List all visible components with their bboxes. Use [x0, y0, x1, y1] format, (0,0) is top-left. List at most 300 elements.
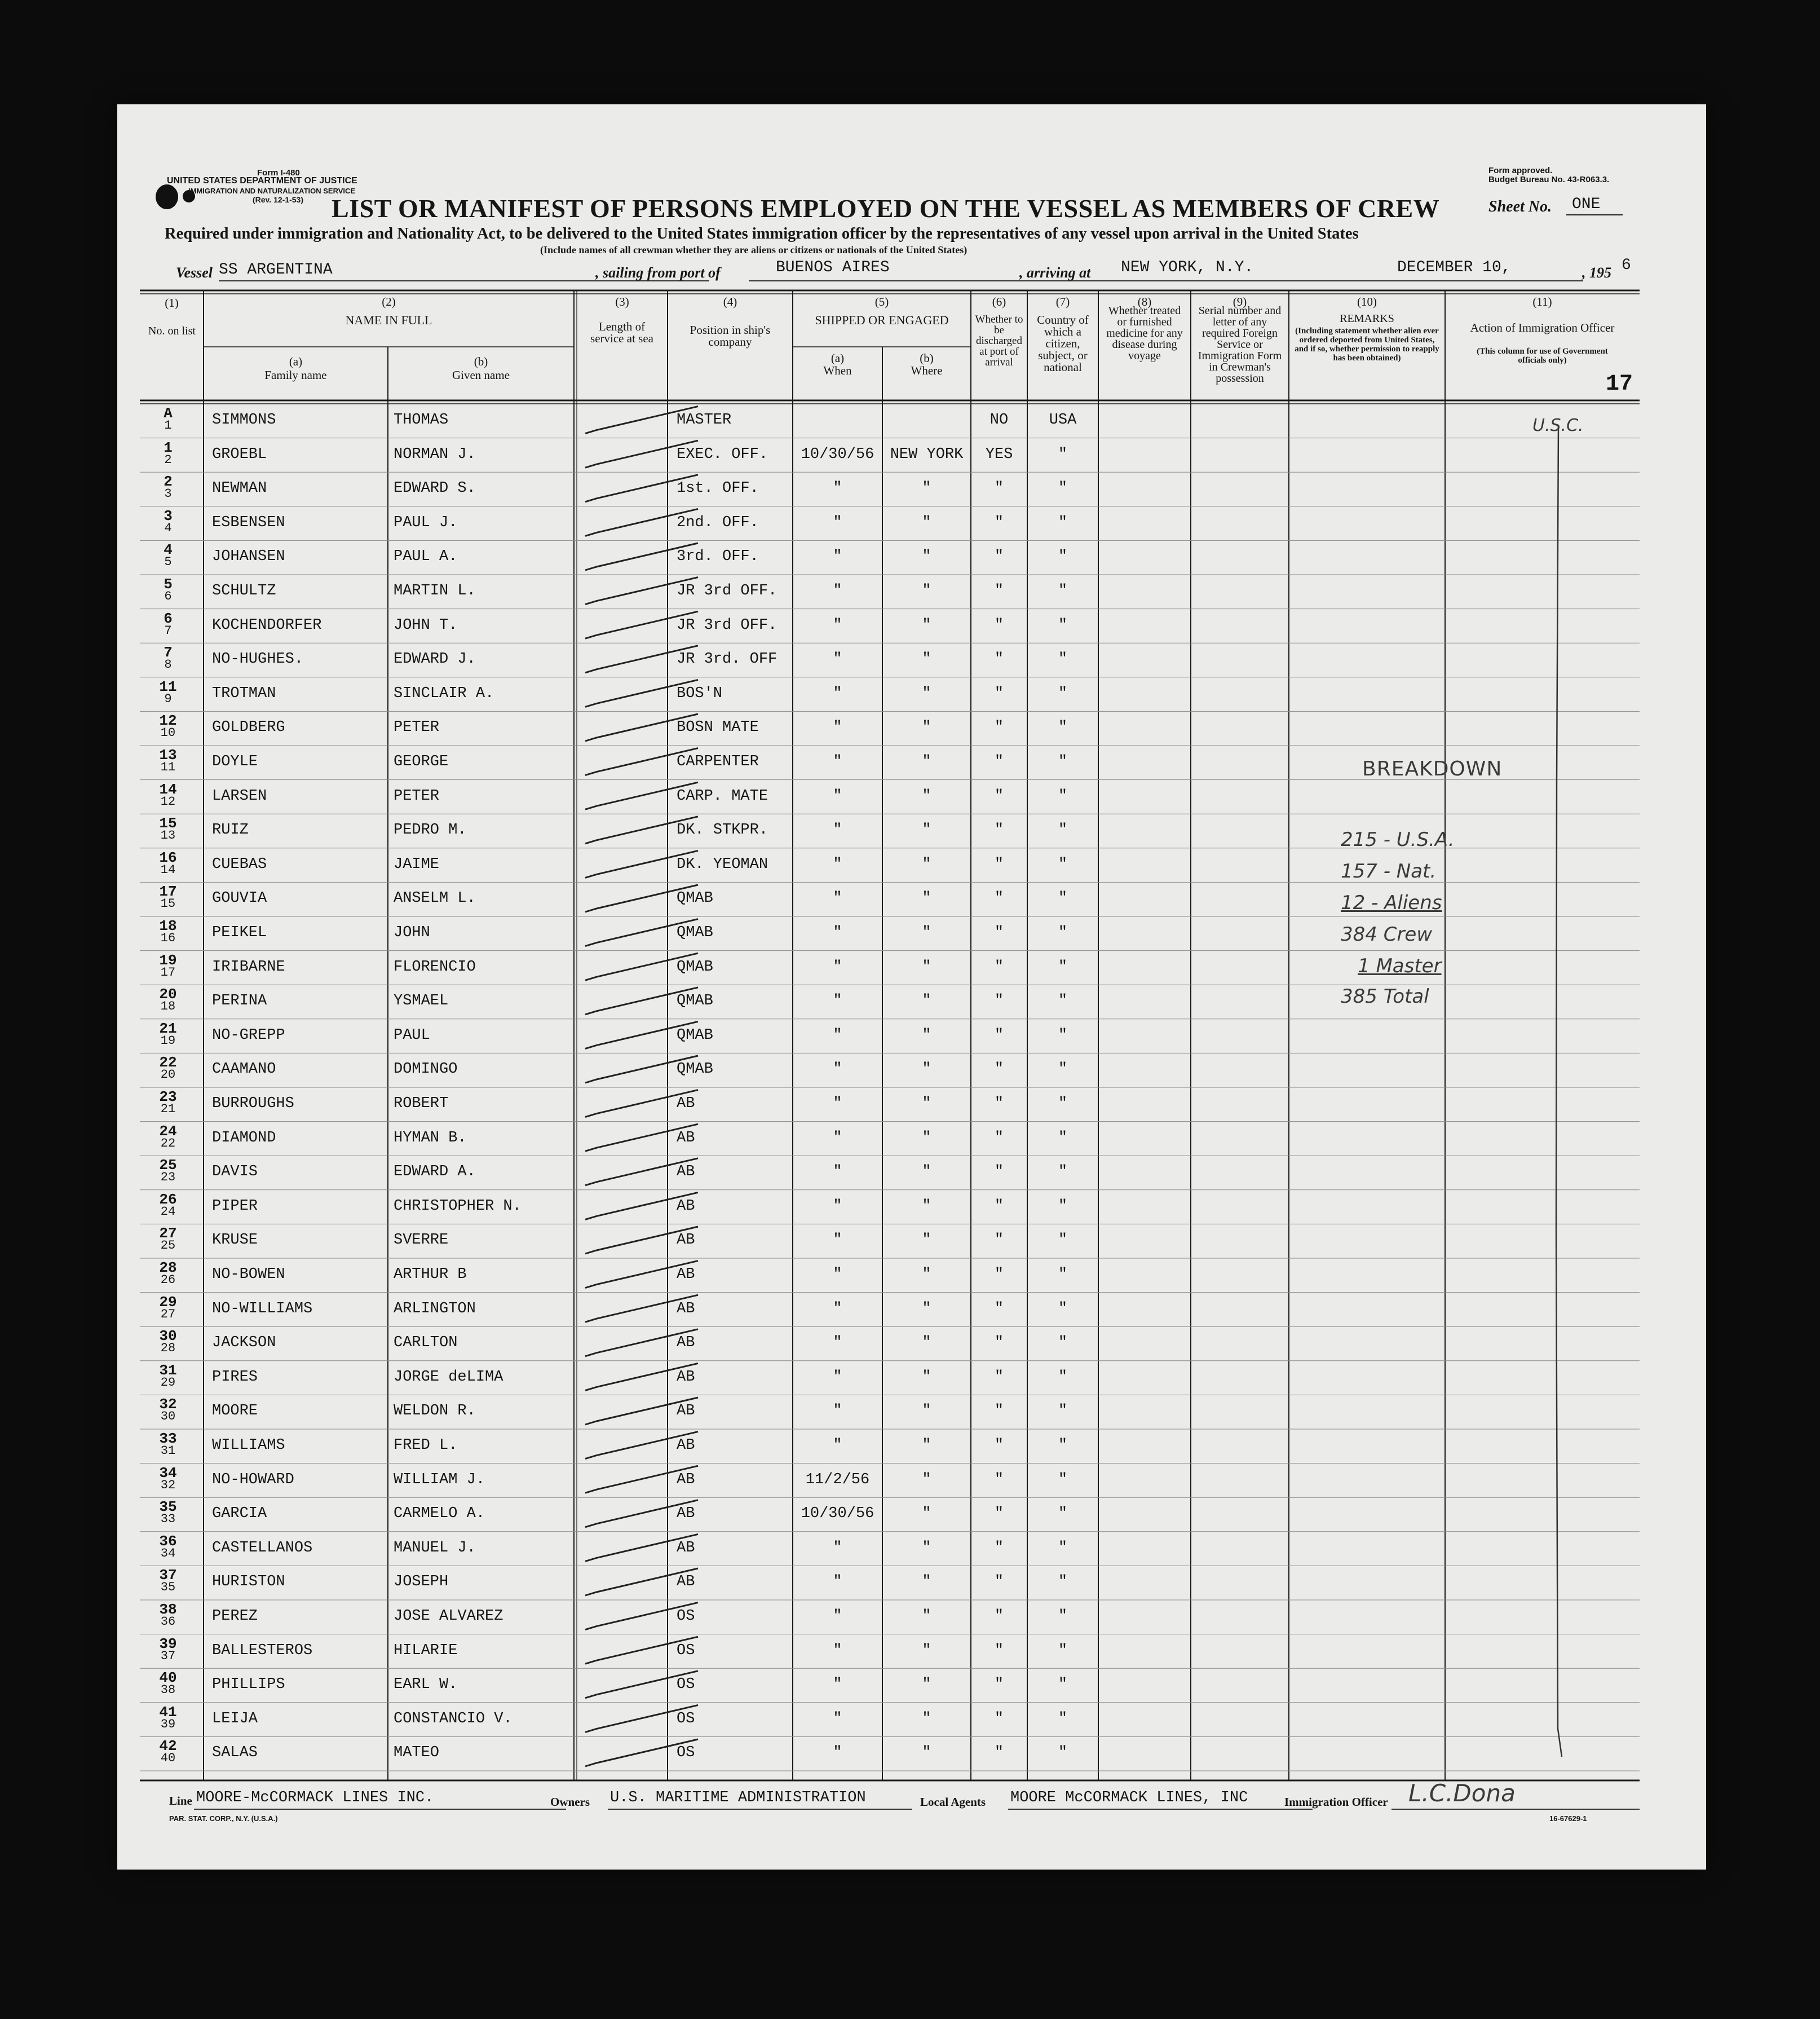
position: AB [677, 1266, 695, 1283]
service-name: IMMIGRATION AND NATURALIZATION SERVICE [188, 187, 356, 195]
position: AB [677, 1573, 695, 1591]
table-row [117, 951, 1706, 985]
row-number-list: 29 [160, 1375, 176, 1390]
discharged: " [994, 1437, 1004, 1454]
engaged-where: " [922, 1539, 931, 1557]
row-number [157, 1088, 179, 1116]
col9-header: Serial number and letter of any required Foreign Service or Immigration Form in Crewman's possession [1198, 305, 1282, 385]
row-number [157, 988, 179, 1013]
table-row [117, 1224, 1706, 1258]
given-name: THOMAS [394, 412, 449, 429]
col5a-letter: (a) [831, 351, 845, 365]
row-number-list: 19 [160, 1033, 176, 1048]
discharged: " [994, 1471, 1004, 1488]
form-subtitle: Required under immigration and Nationality Act, to be delivered to the United States immigration officer by the representatives of any vessel upon arrival in the United States [165, 225, 1359, 243]
table-row [117, 1532, 1706, 1566]
family-name: PEREZ [212, 1608, 258, 1625]
table-row [117, 472, 1706, 506]
engaged-when: 11/2/56 [805, 1471, 870, 1488]
position: OS [677, 1642, 695, 1659]
engaged-when: " [833, 1608, 842, 1625]
country: " [1058, 685, 1068, 702]
discharged: " [994, 1676, 1004, 1694]
row-number-list: 9 [164, 691, 172, 706]
row-number-original: 38 [159, 1601, 177, 1618]
discharged: NO [989, 412, 1009, 429]
position: AB [677, 1163, 695, 1181]
row-number [157, 749, 179, 774]
document-title: LIST OR MANIFEST OF PERSONS EMPLOYED ON THE VESSEL AS MEMBERS OF CREW [332, 194, 1440, 223]
table-row [117, 985, 1706, 1019]
country: " [1058, 1744, 1068, 1762]
given-name: MANUEL J. [394, 1539, 476, 1557]
row-number-list: 38 [160, 1683, 176, 1698]
owners-label: Owners [550, 1795, 590, 1809]
position: 3rd. OFF. [677, 548, 759, 566]
engaged-when: " [833, 514, 842, 531]
row-number [157, 507, 179, 535]
table-row [117, 780, 1706, 814]
engaged-where: " [922, 993, 931, 1010]
engaged-when: " [833, 1642, 842, 1659]
country: " [1058, 1676, 1068, 1694]
form-subtitle-note: (Include names of all crewman whether they are aliens or citizens or nationals of the United States) [540, 244, 968, 255]
engaged-when: " [833, 787, 842, 805]
row-number-list: 12 [160, 794, 176, 809]
discharged: " [994, 1300, 1004, 1317]
officer-column-mark: 17 [1606, 372, 1633, 397]
engaged-where: " [922, 1368, 931, 1386]
row-number-original: 18 [159, 918, 177, 934]
engaged-where: " [922, 1573, 931, 1591]
country: " [1058, 651, 1068, 668]
agents-underline [1008, 1809, 1313, 1810]
discharged: " [994, 993, 1004, 1010]
sheet-number: ONE [1572, 196, 1601, 213]
engaged-where: " [922, 1676, 931, 1694]
table-row [117, 1600, 1706, 1634]
table-row [117, 1703, 1706, 1737]
vessel-owner: U.S. MARITIME ADMINISTRATION [610, 1789, 866, 1806]
discharged: " [994, 958, 1004, 976]
row-number-list: 18 [160, 999, 176, 1014]
row-number [157, 817, 179, 842]
country: " [1058, 1539, 1068, 1557]
row-number-list: 33 [160, 1512, 176, 1527]
row-number-original: 16 [159, 849, 177, 866]
row-number-list: 3 [164, 487, 172, 501]
family-name: LARSEN [212, 787, 267, 805]
row-number-list: 20 [160, 1068, 176, 1082]
row-number [157, 1398, 179, 1423]
table-row [117, 1463, 1706, 1498]
row-number-list: 25 [160, 1238, 176, 1253]
engaged-where: " [922, 616, 931, 634]
discharged: " [994, 1744, 1004, 1762]
row-number-original: 39 [159, 1635, 177, 1652]
position: CARPENTER [677, 753, 759, 770]
row-number [157, 1464, 179, 1492]
table-row [117, 1497, 1706, 1532]
printer-note: PAR. STAT. CORP., N.Y. (U.S.A.) [169, 1814, 278, 1823]
engaged-where: " [922, 1710, 931, 1727]
given-name: HILARIE [394, 1642, 458, 1659]
row-number-list: 13 [160, 828, 176, 843]
position: JR 3rd. OFF [677, 651, 778, 668]
table-row [117, 404, 1706, 438]
row-number-original: 13 [159, 747, 177, 764]
line-label: Line [169, 1794, 192, 1808]
row-number-list: 15 [160, 897, 176, 911]
position: AB [677, 1300, 695, 1317]
row-number-original: 34 [159, 1464, 177, 1482]
row-number-original: 32 [159, 1396, 177, 1413]
position: AB [677, 1334, 695, 1352]
row-number-original: 20 [159, 986, 177, 1003]
table-row [117, 1156, 1706, 1190]
position: DK. STKPR. [677, 822, 768, 839]
family-name: MOORE [212, 1403, 258, 1420]
remark-master-count: 1 Master [1358, 955, 1442, 977]
position: AB [677, 1095, 695, 1112]
country: " [1058, 753, 1068, 770]
engaged-when: " [833, 1197, 842, 1215]
discharged: " [994, 548, 1004, 566]
family-name: TROTMAN [212, 685, 276, 702]
table-row [117, 1668, 1706, 1703]
discharged: " [994, 480, 1004, 497]
given-name: ARLINGTON [394, 1300, 476, 1317]
country: " [1058, 787, 1068, 805]
col5a-header: When [823, 364, 852, 377]
family-name: GOUVIA [212, 890, 267, 907]
country: " [1058, 1334, 1068, 1352]
row-number [157, 1330, 179, 1355]
engaged-when: " [833, 856, 842, 873]
row-number [157, 678, 179, 706]
row-number [157, 783, 179, 808]
row-number-original: 11 [159, 678, 177, 695]
row-number-list: 27 [160, 1307, 176, 1321]
col7-header: Country of which a citizen, subject, or national [1037, 313, 1089, 374]
engaged-when: " [833, 651, 842, 668]
country: " [1058, 1129, 1068, 1147]
position: QMAB [677, 1061, 713, 1078]
arrival-date: DECEMBER 10, [1397, 259, 1511, 276]
position: AB [677, 1129, 695, 1147]
engaged-where: " [922, 1744, 931, 1762]
given-name: ROBERT [394, 1095, 449, 1112]
country: USA [1049, 412, 1077, 429]
country: " [1058, 1471, 1068, 1488]
row-number [157, 1669, 179, 1698]
discharged: " [994, 856, 1004, 873]
given-name: ANSELM L. [394, 890, 476, 907]
engaged-where: " [922, 1061, 931, 1078]
given-name: JOSEPH [394, 1573, 449, 1591]
engaged-when: " [833, 1026, 842, 1044]
col1-num: (1) [165, 296, 179, 310]
row-number-list: 1 [164, 418, 172, 433]
department-name: UNITED STATES DEPARTMENT OF JUSTICE [167, 176, 357, 186]
engaged-where: " [922, 924, 931, 941]
row-number [157, 1193, 179, 1218]
col9-num: (9) [1233, 295, 1247, 308]
engaged-where: " [922, 719, 931, 737]
engaged-when: " [833, 1300, 842, 1317]
discharged: " [994, 890, 1004, 907]
engaged-when: " [833, 1163, 842, 1181]
row-number-original: 33 [159, 1430, 177, 1447]
engaged-where: " [922, 548, 931, 566]
position: QMAB [677, 924, 713, 941]
engaged-when: " [833, 548, 842, 566]
row-number [157, 712, 179, 740]
position: JR 3rd OFF. [677, 583, 778, 599]
table-row [117, 1087, 1706, 1122]
col11-header: Action of Immigration Officer [1470, 321, 1615, 334]
row-number [157, 578, 179, 603]
table-row [117, 1293, 1706, 1327]
engaged-when: " [833, 1129, 842, 1147]
local-agents: MOORE McCORMACK LINES, INC [1010, 1789, 1248, 1806]
discharged: " [994, 753, 1004, 770]
country: " [1058, 446, 1068, 463]
position: AB [677, 1471, 695, 1488]
row-number-list: 14 [160, 862, 176, 877]
row-number-list: 37 [160, 1648, 176, 1663]
position: QMAB [677, 993, 713, 1010]
row-number-list: 36 [160, 1615, 176, 1629]
country: " [1058, 1232, 1068, 1249]
engaged-when: " [833, 480, 842, 497]
line-underline [194, 1809, 566, 1810]
col6-header: Whether to be discharged at port of arrival [975, 314, 1023, 368]
engaged-where: " [922, 1232, 931, 1249]
row-number-original: 27 [159, 1225, 177, 1242]
discharged: " [994, 1026, 1004, 1044]
col4-header: Position in ship's company [690, 323, 771, 349]
position: AB [677, 1403, 695, 1420]
country: " [1058, 890, 1068, 907]
engaged-when: " [833, 685, 842, 702]
col3-header: Length of service at sea [590, 320, 653, 345]
row-number [157, 1740, 179, 1765]
position: OS [677, 1710, 695, 1727]
engaged-when: " [833, 1368, 842, 1386]
engaged-where: " [922, 1300, 931, 1317]
discharged: " [994, 1642, 1004, 1659]
table-row [117, 1258, 1706, 1293]
engaged-where: " [922, 1403, 931, 1420]
given-name: JAIME [394, 856, 440, 873]
engaged-when: " [833, 958, 842, 976]
family-name: CASTELLANOS [212, 1539, 313, 1557]
given-name: SINCLAIR A. [394, 685, 494, 702]
table-row [117, 609, 1706, 643]
col10-subheader: (Including statement whether alien ever ordered deported from United States, and if so, whether permission to reapply has been obtained) [1295, 327, 1439, 363]
given-name: CARLTON [394, 1334, 458, 1352]
row-number-original: 14 [159, 781, 177, 798]
country: " [1058, 1197, 1068, 1215]
table-row [117, 438, 1706, 473]
row-number-original: 7 [164, 644, 173, 662]
row-number-list: 22 [160, 1136, 176, 1150]
table-row [117, 506, 1706, 541]
table-row [117, 848, 1706, 883]
row-number-list: 7 [164, 623, 172, 638]
given-name: PAUL A. [394, 548, 458, 566]
country: " [1058, 480, 1068, 497]
family-name: NO-GREPP [212, 1026, 285, 1044]
discharged: " [994, 822, 1004, 839]
row-number [157, 1432, 179, 1457]
col2b-header: Given name [452, 368, 510, 382]
row-number-original: 40 [159, 1669, 177, 1687]
given-name: GEORGE [394, 753, 449, 770]
row-number-list: 30 [160, 1409, 176, 1424]
engaged-where: " [922, 480, 931, 497]
table-row [117, 575, 1706, 609]
discharged: " [994, 719, 1004, 737]
row-number-original: 36 [159, 1532, 177, 1550]
position: CARP. MATE [677, 787, 768, 805]
family-name: KOCHENDORFER [212, 616, 322, 634]
discharged: " [994, 1197, 1004, 1215]
given-name: PEDRO M. [394, 822, 467, 839]
position: MASTER [677, 412, 732, 429]
row-number [157, 612, 179, 637]
row-number-list: 35 [160, 1580, 176, 1595]
row-number-list: 23 [160, 1170, 176, 1185]
row-number [157, 920, 179, 945]
col5-num: (5) [874, 295, 889, 308]
col1-header: No. on list [148, 325, 196, 337]
arrival-port: NEW YORK, N.Y. [1121, 259, 1254, 276]
given-name: PAUL J. [394, 514, 458, 531]
col2a-header: Family name [264, 368, 327, 382]
country: " [1058, 1300, 1068, 1317]
table-row [117, 1122, 1706, 1156]
family-name: HURISTON [212, 1573, 285, 1591]
discharged: " [994, 616, 1004, 634]
engaged-when: 10/30/56 [801, 1505, 874, 1523]
row-number-list: 31 [160, 1444, 176, 1458]
row-number [157, 1569, 179, 1594]
col3-num: (3) [615, 295, 629, 308]
family-name: GARCIA [212, 1505, 267, 1523]
sailing-label: , sailing from port of [595, 265, 721, 281]
table-row [117, 540, 1706, 575]
engaged-when: " [833, 1437, 842, 1454]
family-name: GROEBL [212, 446, 267, 463]
family-name: LEIJA [212, 1710, 258, 1727]
family-name: PEIKEL [212, 924, 267, 941]
form-code: 16-67629-1 [1549, 1814, 1587, 1823]
agents-label: Local Agents [920, 1795, 986, 1809]
row-number-original: 1 [164, 439, 173, 456]
engaged-where: " [922, 753, 931, 770]
engaged-where: " [922, 1608, 931, 1625]
discharged: YES [985, 446, 1013, 463]
engaged-where: " [922, 583, 931, 599]
family-name: DOYLE [212, 753, 258, 770]
discharged: " [994, 1539, 1004, 1557]
col7-num: (7) [1055, 295, 1070, 308]
sheet-label: Sheet No. [1488, 198, 1552, 215]
engaged-where: " [922, 651, 931, 668]
family-name: DIAMOND [212, 1129, 276, 1147]
table-row [117, 916, 1706, 951]
row-number [157, 1227, 179, 1252]
discharged: " [994, 514, 1004, 531]
remark-total-count: 385 Total [1341, 985, 1429, 1008]
budget-bureau-no: Budget Bureau No. 43-R063.3. [1488, 175, 1610, 184]
given-name: WILLIAM J. [394, 1471, 485, 1488]
form-approved: Form approved. [1488, 166, 1553, 175]
row-number [157, 475, 179, 500]
engaged-where: " [922, 685, 931, 702]
col10-num: (10) [1357, 295, 1377, 308]
row-number [157, 439, 179, 467]
country: " [1058, 958, 1068, 976]
family-name: SIMMONS [212, 412, 276, 429]
family-name: DAVIS [212, 1163, 258, 1181]
engaged-when: " [833, 993, 842, 1010]
row-number-original: 35 [159, 1498, 177, 1516]
given-name: NORMAN J. [394, 446, 476, 463]
col8-num: (8) [1137, 295, 1152, 308]
position: AB [677, 1232, 695, 1249]
row-number-original: 30 [159, 1328, 177, 1345]
engaged-when: " [833, 719, 842, 737]
row-number [157, 1703, 179, 1731]
given-name: EDWARD A. [394, 1163, 476, 1181]
row-number-original: 2 [164, 473, 173, 491]
position: QMAB [677, 1026, 713, 1044]
position: OS [677, 1608, 695, 1625]
discharged: " [994, 1163, 1004, 1181]
row-number-original: 31 [159, 1361, 177, 1379]
engaged-when: " [833, 890, 842, 907]
table-row [117, 1361, 1706, 1395]
row-number-original: 12 [159, 712, 177, 730]
country: " [1058, 1437, 1068, 1454]
given-name: PETER [394, 719, 440, 737]
family-name: PIRES [212, 1368, 258, 1386]
row-number [157, 849, 179, 877]
family-name: NEWMAN [212, 480, 267, 497]
row-number [157, 541, 179, 570]
engaged-when: " [833, 1573, 842, 1591]
engaged-when: " [833, 1266, 842, 1283]
position: AB [677, 1368, 695, 1386]
row-number-list: 21 [160, 1102, 176, 1116]
row-number-list: 40 [160, 1751, 176, 1766]
family-name: ESBENSEN [212, 514, 285, 531]
year-digit: 6 [1622, 257, 1631, 274]
col5b-letter: (b) [920, 351, 934, 365]
given-name: FLORENCIO [394, 958, 476, 976]
country: " [1058, 719, 1068, 737]
row-number [157, 1293, 179, 1321]
position: OS [677, 1676, 695, 1694]
given-name: CHRISTOPHER N. [394, 1197, 522, 1215]
country: " [1058, 1026, 1068, 1044]
engaged-where: " [922, 1471, 931, 1488]
table-row [117, 1190, 1706, 1224]
officer-signature: L.C.Dona [1408, 1779, 1516, 1807]
